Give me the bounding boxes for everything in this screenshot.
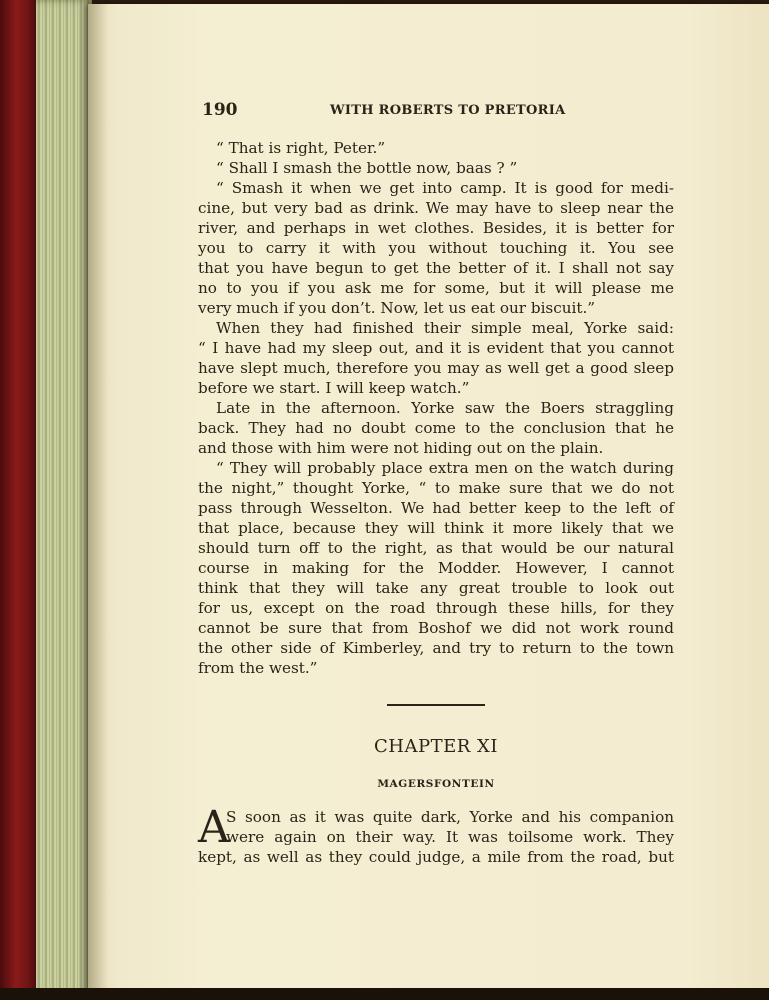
text-line: pass through Wesselton. We had better keep to the left of bbox=[198, 499, 674, 517]
opening-text bbox=[198, 802, 674, 868]
opening-line: S soon as it was quite dark, Yorke and his companion bbox=[226, 808, 674, 826]
text-line: and those with him were not hiding out on the plain. bbox=[198, 439, 604, 457]
chapter-opening bbox=[198, 802, 674, 868]
text-line: should turn off to the right, as that would be our natural bbox=[198, 539, 674, 557]
opening-line: kept, as well as they could judge, a mile from the road, but bbox=[198, 848, 674, 866]
text-line: no to you if you ask me for some, but it will please me bbox=[198, 279, 674, 297]
text-line: have slept much, therefore you may as well get a good sleep bbox=[198, 359, 674, 377]
text-line: that you have begun to get the better of it. I shall not say bbox=[198, 259, 674, 277]
page-number: 190 bbox=[202, 100, 238, 120]
text-line: from the west.” bbox=[198, 659, 318, 677]
scan-bottom-edge bbox=[0, 988, 769, 1000]
text-line: “ That is right, Peter.” bbox=[216, 139, 386, 157]
book-binding bbox=[0, 0, 40, 1000]
text-line: cine, but very bad as drink. We may have to sleep near the bbox=[198, 199, 674, 217]
chapter-title: CHAPTER XI bbox=[374, 736, 498, 757]
text-line: cannot be sure that from Boshof we did not work round bbox=[198, 619, 674, 637]
text-line: “ They will probably place extra men on the watch during bbox=[216, 459, 674, 477]
body-text bbox=[198, 138, 674, 678]
text-line: the night,” thought Yorke, “ to make sure that we do not bbox=[198, 479, 674, 497]
section-rule bbox=[387, 704, 485, 706]
text-line: you to carry it with you without touching it. You see bbox=[198, 239, 674, 257]
chapter-subtitle: MAGERSFONTEIN bbox=[377, 778, 495, 790]
text-line: When they had finished their simple meal, Yorke said: bbox=[216, 319, 674, 337]
text-line: Late in the afternoon. Yorke saw the Boers straggling bbox=[216, 399, 674, 417]
text-line: river, and perhaps in wet clothes. Besides, it is better for bbox=[198, 219, 674, 237]
gutter-shadow bbox=[88, 4, 108, 994]
text-line: very much if you don’t. Now, let us eat our biscuit.” bbox=[198, 299, 596, 317]
page-header bbox=[198, 100, 674, 124]
page-edges bbox=[36, 0, 92, 1000]
drop-cap: A bbox=[198, 802, 230, 853]
text-line: think that they will take any great trouble to look out bbox=[198, 579, 674, 597]
opening-line: were again on their way. It was toilsome work. They bbox=[226, 828, 674, 846]
text-line: “ Shall I smash the bottle now, baas ? ” bbox=[216, 159, 518, 177]
text-line: the other side of Kimberley, and try to return to the town bbox=[198, 639, 674, 657]
page-text bbox=[198, 100, 674, 868]
text-line: before we start. I will keep watch.” bbox=[198, 379, 470, 397]
text-line: course in making for the Modder. However, I cannot bbox=[198, 559, 674, 577]
running-head: WITH ROBERTS TO PRETORIA bbox=[330, 103, 566, 118]
text-line: “ I have had my sleep out, and it is evident that you cannot bbox=[198, 339, 674, 357]
text-line: “ Smash it when we get into camp. It is good for medi- bbox=[216, 179, 674, 197]
text-line: that place, because they will think it more likely that we bbox=[198, 519, 674, 537]
text-line: for us, except on the road through these hills, for they bbox=[198, 599, 674, 617]
text-line: back. They had no doubt come to the conclusion that he bbox=[198, 419, 674, 437]
